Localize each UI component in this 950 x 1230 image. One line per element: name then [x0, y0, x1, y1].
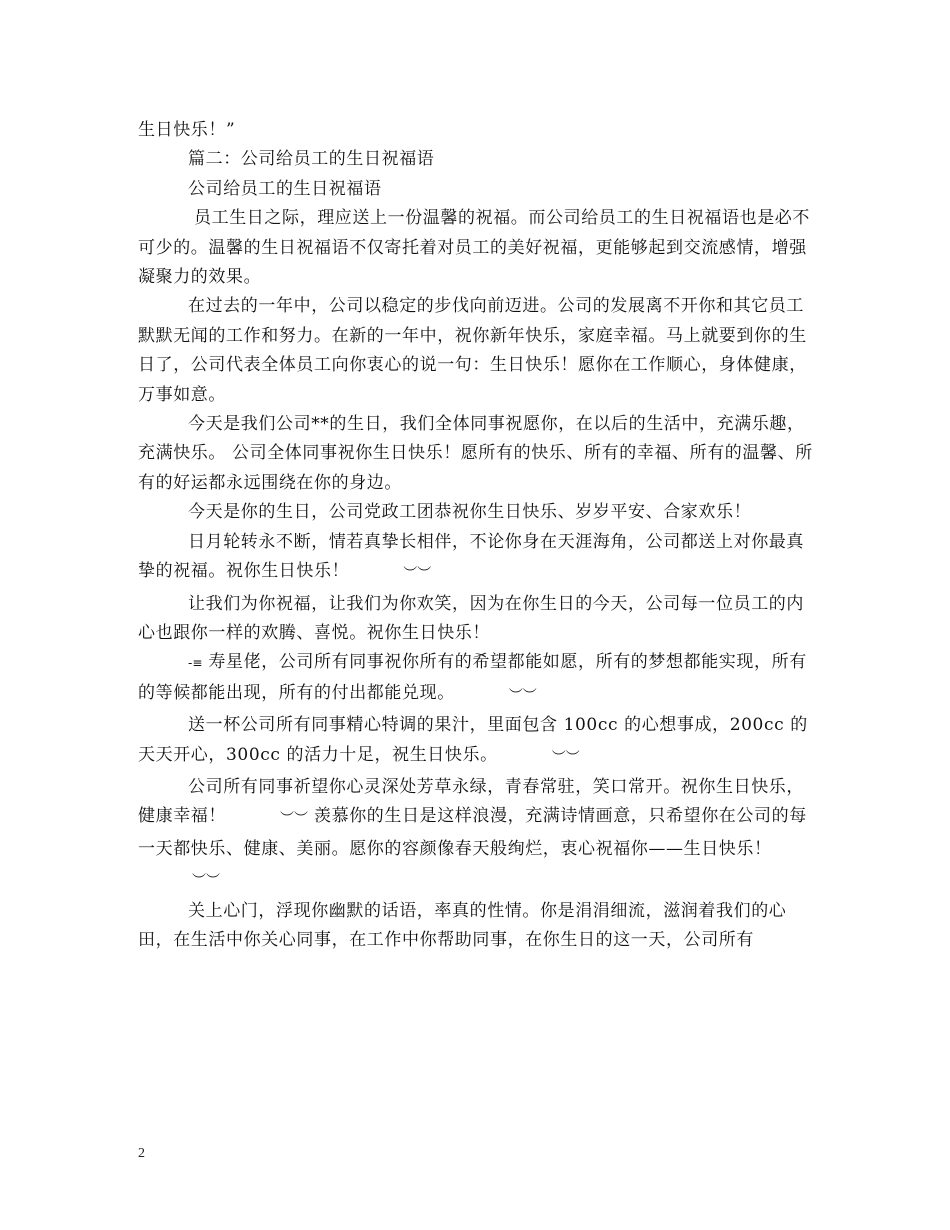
smile-icon: ︶︶ [551, 749, 580, 766]
paragraph-birthday-star [138, 648, 818, 711]
section-heading [138, 145, 818, 174]
paragraph-text: 生日快乐！” [138, 120, 236, 140]
paragraph-bless-laugh [138, 590, 818, 649]
smile-icon: ︶︶ [403, 566, 432, 583]
smile-icon: ︶︶ [192, 873, 220, 890]
article-title [138, 175, 818, 204]
smile-icon: ︶︶ [280, 811, 308, 828]
paragraph-past-year [138, 292, 818, 410]
paragraph-text: 让我们为你祝福，让我们为你欢笑，因为在你生日的今天，公司每一位员工的内心也跟你一样的欢腾、喜悦。祝你生日快乐！ [138, 593, 804, 643]
paragraph-text: 在过去的一年中，公司以稳定的步伐向前迈进。公司的发展离不开你和其它员工默默无闻的工作和努力。在新的一年中，祝你新年快乐，家庭幸福。马上就要到你的生日了，公司代表全体员工向你衷心的说一句：生日快乐！愿你在工作顺心，身体健康，万事如意。 [138, 296, 807, 405]
paragraph-text: 公司所有同事祈望你心灵深处芳草永绿，青春常驻，笑口常开。祝你生日快乐，健康幸福！ [138, 776, 804, 827]
paragraph-juice [138, 711, 818, 773]
paragraph-intro [138, 204, 818, 292]
paragraph-1 [138, 116, 818, 145]
page-number: 2 [138, 1146, 145, 1161]
paragraph-text: 寿星佬，公司所有同事祝你所有的希望都能如愿，所有的梦想都能实现，所有的等候都能出现，所有的付出都能兑现。 [138, 652, 807, 703]
smile-icon: ︶︶ [508, 687, 537, 704]
paragraph-text-continued: 羡慕你的生日是这样浪漫，充满诗情画意，只希望你在公司的每一天都快乐、健康、美丽。愿你的容颜像春天般绚烂，衷心祝福你——生日快乐！ [138, 806, 807, 859]
paragraph-text: 日月轮转永不断，情若真挚长相伴，不论你身在天涯海角，公司都送上对你最真挚的祝福。祝你生日快乐！ [138, 531, 804, 582]
paragraph-text: 关上心门，浮现你幽默的话语，率真的性情。你是涓涓细流，滋润着我们的心田，在生活中你关心同事，在工作中你帮助同事，在你生日的这一天，公司所有 [138, 900, 787, 950]
paragraph-text: 送一杯公司所有同事精心特调的果汁，里面包含 100cc 的心想事成，200cc 的天天开心，300cc 的活力十足，祝生日快乐。 [138, 715, 808, 765]
paragraph-evergreen [138, 773, 818, 897]
paragraph-text: 今天是我们公司**的生日，我们全体同事祝愿你，在以后的生活中，充满乐趣，充满快乐。 公司全体同事祝你生日快乐！愿所有的快乐、所有的幸福、所有的温馨、所有的好运都永远围绕在你的身边。 [138, 414, 813, 493]
paragraph-party-wishes [138, 498, 818, 527]
paragraph-text: 员工生日之际，理应送上一份温馨的祝福。而公司给员工的生日祝福语也是必不可少的。温馨的生日祝福语不仅寄托着对员工的美好祝福，更能够起到交流感情，增强凝聚力的效果。 [138, 208, 810, 288]
paragraph-company-birthday [138, 410, 818, 498]
article-title-text: 公司给员工的生日祝福语 [188, 178, 382, 199]
document-body [138, 116, 818, 955]
paragraph-text: 今天是你的生日，公司党政工团恭祝你生日快乐、岁岁平安、合家欢乐！ [188, 502, 752, 523]
section-heading-text: 篇二：公司给员工的生日祝福语 [188, 149, 435, 170]
bullet-icon: -≡ [188, 656, 203, 671]
paragraph-heart-door [138, 897, 818, 956]
paragraph-sun-moon [138, 528, 818, 590]
